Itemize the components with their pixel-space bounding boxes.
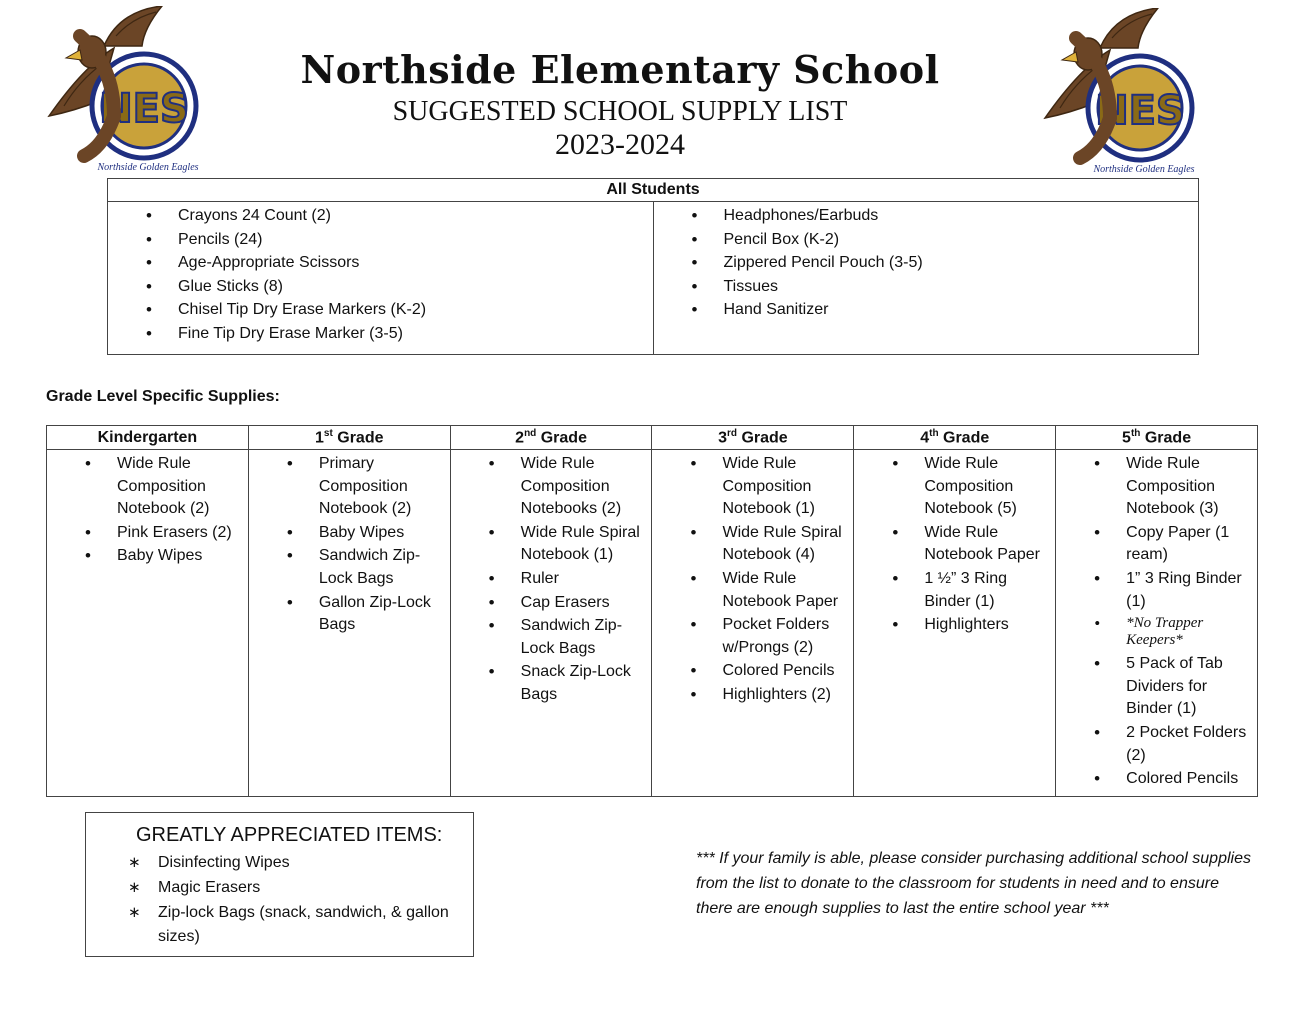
list-item: • Sandwich Zip-Lock Bags [249,545,450,590]
list-item: • Primary Composition Notebook (2) [249,453,450,521]
school-year: 2023-2024 [555,128,685,161]
list-item: • Cap Erasers [451,592,652,615]
appreciated-items-title: GREATLY APPRECIATED ITEMS: [136,824,443,846]
list-item: • Wide Rule Notebook Paper [854,522,1055,567]
grade-column-1st [248,450,450,797]
grade-column-4th [854,450,1056,797]
eagle-logo-left [44,6,204,176]
logo-caption: Northside Golden Eagles [97,162,199,173]
document-subtitle: SUGGESTED SCHOOL SUPPLY LIST [392,96,848,127]
list-item: • Crayons 24 Count (2) [108,204,653,228]
list-item: • 2 Pocket Folders (2) [1056,722,1257,767]
list-item: • Highlighters [854,614,1055,637]
all-students-right-column [653,202,1199,355]
list-item: • Zippered Pencil Pouch (3-5) [654,251,1199,275]
grade-header-5th: 5th Grade [1056,426,1258,450]
grade-header-kindergarten: Kindergarten [47,426,249,450]
list-item: ∗ Zip-lock Bags (snack, sandwich, & gallon sizes) [86,901,473,949]
logo-initials: NES [99,86,189,132]
list-item: • Pink Erasers (2) [47,522,248,545]
list-item: ∗ Magic Erasers [86,876,473,900]
list-item: • Wide Rule Composition Notebook (3) [1056,453,1257,521]
list-item: • Age-Appropriate Scissors [108,251,653,275]
grade-column-3rd [652,450,854,797]
logo-initials: NES [1095,88,1185,134]
list-item: • Ruler [451,568,652,591]
list-item: • Snack Zip-Lock Bags [451,661,652,706]
list-item: • Copy Paper (1 ream) [1056,522,1257,567]
all-students-left-column [108,202,654,355]
list-item: • Wide Rule Composition Notebooks (2) [451,453,652,521]
trapper-keeper-note: • *No Trapper Keepers* [1056,615,1257,649]
list-item: • Glue Sticks (8) [108,275,653,299]
school-name: Northside Elementary School [300,47,940,92]
list-item: • Pencil Box (K-2) [654,228,1199,252]
grade-header-1st: 1st Grade [248,426,450,450]
list-item: • Sandwich Zip-Lock Bags [451,615,652,660]
list-item: • Wide Rule Composition Notebook (1) [652,453,853,521]
appreciated-items-box [85,812,474,957]
list-item: • Fine Tip Dry Erase Marker (3-5) [108,322,653,346]
grade-column-kindergarten [47,450,249,797]
list-item: • Wide Rule Spiral Notebook (4) [652,522,853,567]
list-item: • Tissues [654,275,1199,299]
list-item: • Hand Sanitizer [654,298,1199,322]
grade-header-2nd: 2nd Grade [450,426,652,450]
list-item: • Wide Rule Spiral Notebook (1) [451,522,652,567]
donation-note: *** If your family is able, please consider purchasing additional school supplies from the list to donate to the classroom for students in need and to ensure there are enough supplies to last the entire school year *** [696,850,1251,917]
title-block [300,48,940,162]
grade-column-2nd [450,450,652,797]
grade-section-heading: Grade Level Specific Supplies: [46,388,280,405]
list-item: • Baby Wipes [249,522,450,545]
list-item: • Wide Rule Composition Notebook (2) [47,453,248,521]
grade-supplies-table [46,425,1258,797]
grade-header-3rd: 3rd Grade [652,426,854,450]
list-item: • Chisel Tip Dry Erase Markers (K-2) [108,298,653,322]
list-item: • Pencils (24) [108,228,653,252]
list-item: • Highlighters (2) [652,684,853,707]
list-item: • 5 Pack of Tab Dividers for Binder (1) [1056,653,1257,721]
list-item: • 1 ½” 3 Ring Binder (1) [854,568,1055,613]
grade-header-4th: 4th Grade [854,426,1056,450]
list-item: • Colored Pencils [652,660,853,683]
eagle-logo-right [1040,8,1200,178]
all-students-table [107,178,1199,355]
list-item: • Colored Pencils [1056,768,1257,791]
list-item: • Wide Rule Notebook Paper [652,568,853,613]
list-item: • Wide Rule Composition Notebook (5) [854,453,1055,521]
list-item: • Gallon Zip-Lock Bags [249,592,450,637]
all-students-title: All Students [108,179,1199,202]
list-item: • Baby Wipes [47,545,248,568]
grade-column-5th [1056,450,1258,797]
list-item: • 1” 3 Ring Binder (1) [1056,568,1257,613]
list-item: • Pocket Folders w/Prongs (2) [652,614,853,659]
list-item: ∗ Disinfecting Wipes [86,851,473,875]
list-item: • Headphones/Earbuds [654,204,1199,228]
logo-caption: Northside Golden Eagles [1093,164,1195,175]
